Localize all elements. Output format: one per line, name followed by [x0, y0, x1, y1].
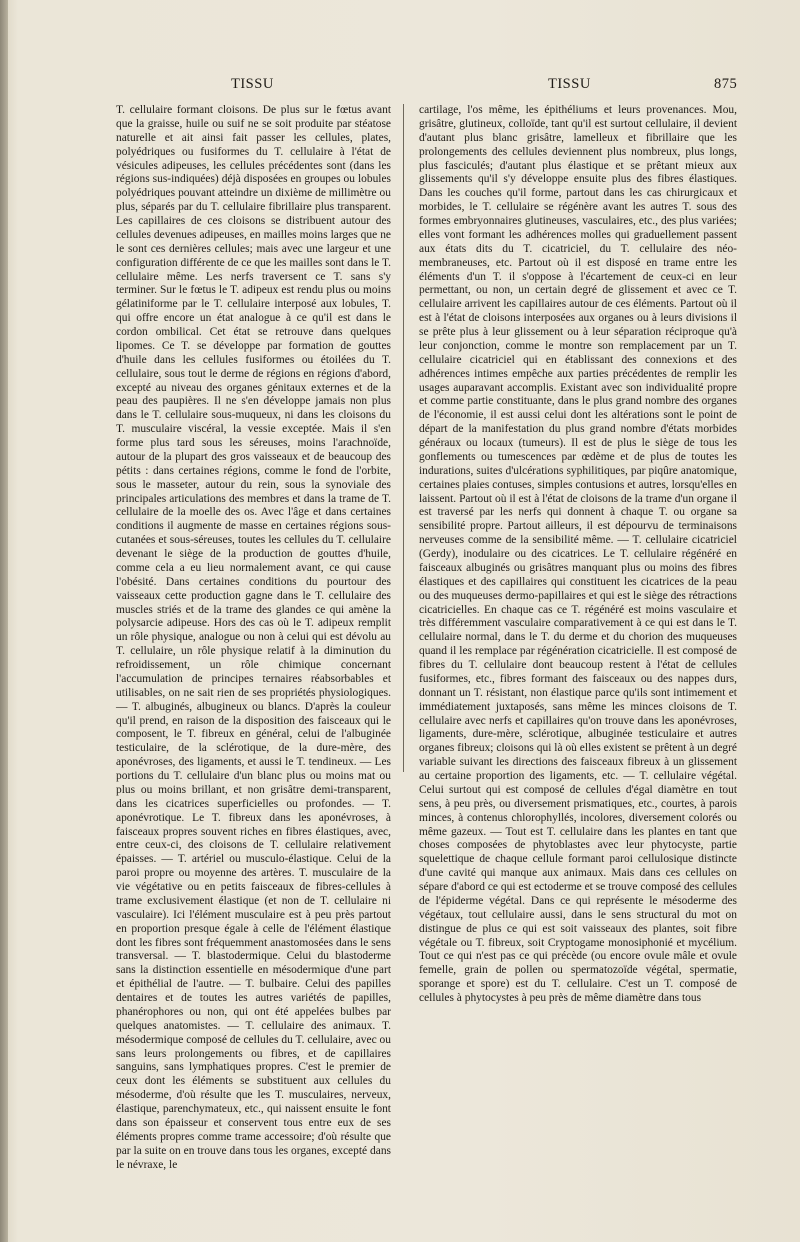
- left-column-text: T. cellulaire formant cloisons. De plus sur le fœtus avant que la graisse, huile ou suif ne se soit produite par stéatose naturelle et ait ainsi fait passer les cellules, plates, polyédriques ou fusiformes du T. cellulaire à l'état de vésicules adipeuses, les cellules précédentes sont (dans les régions sus-indiquées) déjà disposées en groupes ou lobules polyédriques pouvant atteindre un dixième de millimètre ou plus, séparés par du T. cellulaire fibrillaire plus transparent. Les capillaires de ces cloisons se distribuent autour des cellules devenues adipeuses, en mailles moins larges que ne le sont ces dernières cellules; mais avec une largeur et une configuration différente de ce que les mailles sont dans le T. cellulaire même. Les nerfs traversent ce T. sans s'y terminer. Sur le fœtus le T. adipeux est rendu plus ou moins gélatiniforme par le T. cellulaire interposé aux lobules, T. qui offre encore un état analogue à ce qu'il est dans le cordon ombilical. Cet état se retrouve dans quelques lipomes. Ce T. se développe par formation de gouttes d'huile dans les cellules fusiformes ou étoilées du T. cellulaire, sous tout le derme de régions en régions d'abord, excepté au niveau des organes génitaux externes et de la peau des paupières. Il ne s'en développe jamais non plus dans le T. cellulaire sous-muqueux, ni dans les cloisons du T. musculaire viscéral, la vessie exceptée. Mais il s'en forme plus tard sous les séreuses, moins l'arachnoïde, autour de la plupart des gros vaisseaux et de beaucoup des pétits : dans certaines régions, comme le fond de l'orbite, sous le masseter, autour du rein, sous la synoviale des principales articulations des membres et dans la trame de T. cellulaire de la moelle des os. Avec l'âge et dans certaines conditions il augmente de masse en certaines régions sous-cutanées et sous-séreuses, toutes les cellules du T. cellulaire devenant le siège de la production de gouttes d'huile, comme cela a eu lieu normalement avant, ce qui cause l'obésité. Dans certaines conditions du pourtour des vaisseaux cette production gagne dans le T. cellulaire des muscles striés et de la trame des glandes ce qui amène la polysarcie adipeuse. Hors des cas où le T. adipeux remplit un rôle physique, analogue ou non à celui qui est dévolu au T. cellulaire, un rôle physique relatif à la diminution du refroidissement, un rôle chimique concernant l'accumulation de principes ternaires réabsorbables et utilisables, on ne sait rien de ses propriétés physiologiques. — T. albuginés, albugineux ou blancs. D'après la couleur qu'il prend, en raison de la disposition des faisceaux qui le composent, le T. fibreux en général, celui de l'albuginée testiculaire, de la sclérotique, de la dure-mère, des aponévroses, des ligaments, et aussi le T. tendineux. — Les portions du T. cellulaire d'un blanc plus ou moins mat ou plus ou moins brillant, et non grisâtre demi-transparent, dans les cicatrices superficielles ou profondes. — T. aponévrotique. Le T. fibreux dans les aponévroses, à faisceaux propres souvent riches en fibres élastiques, avec, entre ceux-ci, des cloisons de T. cellulaire relativement épaisses. — T. artériel ou musculo-élastique. Celui de la paroi propre ou moyenne des artères. T. musculaire de la vie végétative ou en petits faisceaux de fibres-cellules à trame exclusivement élastique (et non de T. cellulaire ni vasculaire). Ici l'élément musculaire est à peu près partout en proportion presque égale à celle de l'élément élastique dont les fibres sont fréquemment anastomosées dans le sens transversal. — T. blastodermique. Celui du blastoderme sans la distinction essentielle en mésodermique d'une part et épithélial de l'autre. — T. bulbaire. Celui des papilles dentaires et de toutes les autres variétés de papilles, phanérophores ou non, qui ont été appelées bulbes par quelques anatomistes. — T. cellulaire des animaux. T. mésodermique composé de cellules du T. cellulaire, avec ou sans leurs prolongements ou fibres, et de capillaires sanguins, sans lymphatiques propres. C'est le premier de ceux dont les éléments se substituent aux cellules du mésoderme, d'où résulte que les T. musculaires, nerveux, élastique, parenchymateux, etc., qui naissent ensuite le font dans son épaisseur et conservent tous entre eux de ses éléments propres comme trame accessoire; d'où résulte que par la suite on en trouve dans tous les organes, excepté dans le névraxe, le: [116, 104, 391, 1171]
- right-column: [419, 104, 737, 1006]
- right-column-text: cartilage, l'os même, les épithéliums et leurs provenances. Mou, grisâtre, glutineux, colloïde, tant qu'il est surtout cellulaire, il devient d'autant plus blanc grisâtre, lamelleux et fibrillaire que les prolongements des cellules deviennent plus nombreux, plus longs, plus fasciculés; d'autant plus élastique et se prêtant mieux aux glissements qu'il s'y développe ensuite plus des fibres élastiques. Dans les couches qu'il forme, partout dans les cas chirurgicaux et morbides, le T. cellulaire se régénère avant les autres T. sous des formes embryonnaires glutineuses, vasculaires, etc., des plus variées; elles vont formant les adhérences molles qui graduellement passent aux états dits du T. cicatriciel, du T. cellulaire des néo-membraneuses, etc. Partout où il est disposé en trame entre les éléments d'un T. il s'oppose à l'écartement de ceux-ci en leur permettant, ou non, un certain degré de glissement et avec ce T. cellulaire arrivent les capillaires autour de ces éléments. Partout où il est à l'état de cloisons interposées aux organes ou à leurs divisions il se prête plus à leur glissement ou à leur séparation réciproque qu'à leur conjonction, comme le montre son remplacement par un T. cellulaire cicatriciel qui en établissant des connexions et des adhérences intimes empêche aux parties précédentes de remplir les usages auparavant accomplis. Existant avec son individualité propre et comme partie constituante, dans le plus grand nombre des organes de l'économie, il est aussi celui dont les altérations sont le point de départ de la manifestation du plus grand nombre d'états morbides généraux ou locaux (tumeurs). Il est de plus le siège de tous les gonflements ou tumescences par œdème et de plus de toutes les indurations, suites d'ulcérations syphilitiques, par piqûre anatomique, certaines plaies contuses, simples contusions et autres, lorsqu'elles en laissent. Partout où il est à l'état de cloisons de la trame d'un organe il est traversé par les nerfs qui donnent à chaque T. ou organe sa sensibilité propre. Partout ailleurs, il est dépourvu de terminaisons nerveuses comme de la sensibilité même. — T. cellulaire cicatriciel (Gerdy), inodulaire ou des cicatrices. Le T. cellulaire régénéré en faisceaux albuginés ou grisâtres manquant plus ou moins des fibres élastiques et des capillaires qui constituent les cicatrices de la peau ou des muqueuses dermo-papillaires et qui est le siège des rétractions cicatricielles. En chaque cas ce T. régénéré est moins vasculaire et très différemment vasculaire comparativement à ce qui est dans le T. cellulaire normal, dans le T. du derme et du chorion des muqueuses quand il les remplace par régénération cicatricielle. Il est composé de fibres du T. cellulaire dont beaucoup restent à l'état de cellules fusiformes, etc., fibres formant des faisceaux ou des nappes durs, donnant un T. résistant, non élastique parce qu'ils sont intimement et immédiatement juxtaposés, sans même les minces cloisons de T. cellulaire avec nerfs et capillaires qu'on trouve dans les aponévroses, ligaments, dure-mère, sclérotique, albuginée testiculaire et autres organes fibreux; cloisons qui là où elles existent se prêtent à un degré variable suivant les directions des faisceaux fibreux à un glissement au certaine proportion des ligaments, etc. — T. cellulaire végétal. Celui surtout qui est composé de cellules d'égal diamètre en tout sens, à peu près, ou diversement prismatiques, etc., courtes, à parois minces, à contenus chlorophyllés, incolores, diversement colorés ou même gazeux. — Tout est T. cellulaire dans les plantes en tant que choses composées de phytoblastes avec leur phytocyste, partie squelettique de chaque cellule formant paroi cellulosique distincte d'une cavité qui manque aux animaux. Mais dans ces cellules on sépare d'abord ce qui est ectoderme et se trouve composé des cellules de l'épiderme végétal. Dans ce qui représente le mésoderme des végétaux, tout cellulaire aussi, dans le sens structural du mot on distingue de plus ce qui est soit vaisseaux des plantes, soit fibre végétale ou T. fibreux, soit Cryptogame monosiphonié et mycélium. Tout ce qui n'est pas ce qui précède (ou encore ovule mâle et ovule femelle, grain de pollen ou spermatozoïde végétal, spermatie, sporange et spore) est du T. cellulaire. C'est un T. composé de cellules à phytocystes à peu près de même diamètre dans tous: [419, 104, 737, 1004]
- page-binding-edge: [0, 0, 8, 1242]
- column-divider: [403, 104, 404, 772]
- left-column: [116, 104, 391, 1172]
- running-head-left: TISSU: [231, 76, 274, 92]
- page-number: 875: [714, 76, 738, 92]
- running-header: [0, 76, 800, 96]
- running-head-right: TISSU: [548, 76, 591, 92]
